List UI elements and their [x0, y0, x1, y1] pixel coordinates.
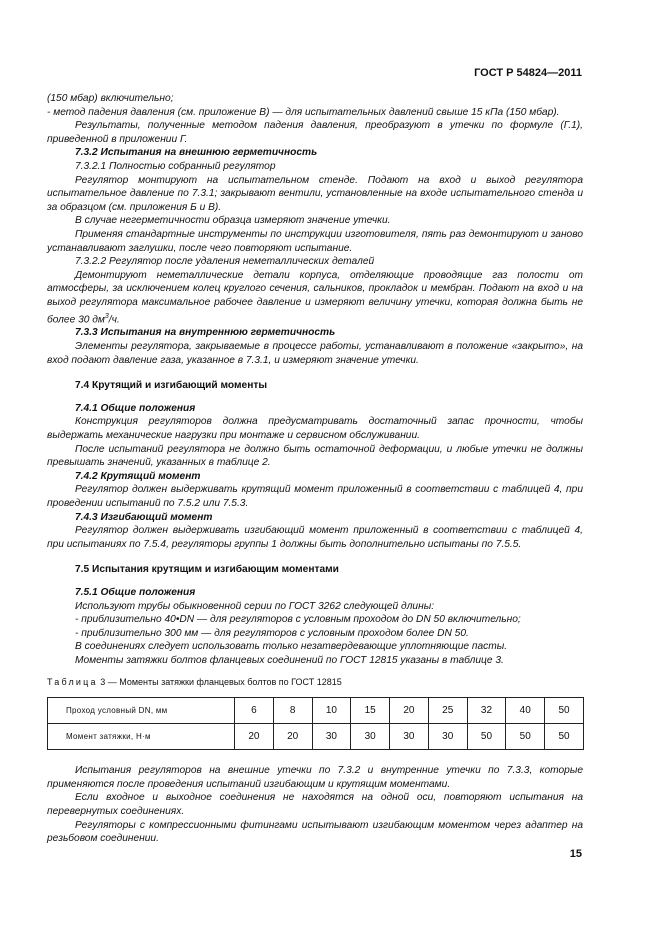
- table-cell: 30: [351, 724, 390, 750]
- paragraph: В случае негерметичности образца измеряют значение утечки.: [75, 215, 391, 227]
- paragraph: Элементы регулятора, закрываемые в процессе работы, устанавливают в положение «закрыто», на вход подают давление газа, указанное в 7.3.1, и измеряют значение утечки.: [47, 341, 583, 366]
- table-cell: 50: [545, 698, 584, 724]
- table-cell: 32: [467, 698, 506, 724]
- table-cell: 50: [467, 724, 506, 750]
- paragraph: Применяя стандартные инструменты по инструкции изготовителя, пять раз демонтируют и заново устанавливают заглушки, после чего повторяют испытание.: [47, 228, 583, 254]
- row-header: Момент затяжки, Н·м: [48, 724, 235, 750]
- subsection-heading-7-3-2-2: 7.3.2.2 Регулятор после удаления неметаллических деталей: [75, 256, 375, 268]
- table-cell: 30: [312, 724, 351, 750]
- table-caption-word: Таблица: [47, 676, 98, 687]
- table-cell: 20: [390, 698, 429, 724]
- section-heading-7-4-3: 7.4.3 Изгибающий момент: [75, 511, 213, 523]
- paragraph: (150 мбар) включительно;: [47, 93, 174, 104]
- table-row: [48, 724, 584, 750]
- section-heading-7-5: 7.5 Испытания крутящим и изгибающим моментами: [75, 564, 339, 576]
- section-heading-7-4-2: 7.4.2 Крутящий момент: [75, 470, 201, 482]
- superscript: 3: [104, 312, 109, 320]
- list-item: - метод падения давления (см. приложение В) — для испытательных давлений свыше 15 кПа (150 мбар).: [47, 106, 560, 118]
- section-heading-7-3-2: 7.3.2 Испытания на внешнюю герметичность: [75, 147, 318, 159]
- paragraph: В соединениях следует использовать только незатвердевающие уплотняющие пасты.: [75, 641, 508, 653]
- list-item: - приблизительно 40•DN — для регуляторов с условным проходом до DN 50 включительно;: [75, 614, 521, 626]
- paragraph-text: Демонтируют неметаллические детали корпуса, отделяющие проводящие газ полости от атмосферы, за исключением колец круглого сечения, сальников, прокладок и мембран. Подают на вход и на выход регулятора максимальное рабочее давление и измеряют величину утечки, которая должна быть не более 30 дм: [47, 269, 583, 325]
- paragraph: Результаты, полученные методом падения давления, преобразуют в утечки по формуле (Г.1), приведенной в приложении Г.: [47, 120, 583, 145]
- document-body: [47, 92, 583, 846]
- table-cell: 10: [312, 698, 351, 724]
- table-row: [48, 698, 584, 724]
- table-cell: 30: [390, 724, 429, 750]
- paragraph: Регуляторы с компрессионными фитингами испытывают изгибающим моментом через адаптер на резьбовом соединении.: [47, 819, 583, 845]
- table-cell: 8: [273, 698, 312, 724]
- section-heading-7-4: 7.4 Крутящий и изгибающий моменты: [75, 380, 268, 392]
- document-header: ГОСТ Р 54824—2011: [474, 67, 582, 79]
- paragraph: Регулятор должен выдерживать крутящий момент приложенный в соответствии с таблицей 4, при проведении испытаний по 7.5.2 или 7.5.3.: [47, 484, 583, 510]
- paragraph: [47, 269, 583, 327]
- section-heading-7-5-1: 7.5.1 Общие положения: [75, 586, 196, 598]
- table-cell: 40: [506, 698, 545, 724]
- paragraph: Используют трубы обыкновенной серии по ГОСТ 3262 следующей длины:: [75, 600, 435, 612]
- list-item: - приблизительно 300 мм — для регуляторов с условным проходом более DN 50.: [75, 627, 469, 639]
- table-cell: 50: [545, 724, 584, 750]
- section-heading-7-3-3: 7.3.3 Испытания на внутреннюю герметичность: [75, 327, 336, 339]
- paragraph: Конструкция регуляторов должна предусматривать достаточный запас прочности, чтобы выдержать механические нагрузки при монтаже и сервисном обслуживании.: [47, 416, 583, 442]
- paragraph: Регулятор должен выдерживать изгибающий момент приложенный в соответствии с таблицей 4, при испытаниях по 7.5.4, регуляторы группы 1 должны быть дополнительно испытаны по 7.5.5.: [47, 525, 583, 550]
- section-heading-7-4-1: 7.4.1 Общие положения: [75, 402, 196, 414]
- table-cell: 50: [506, 724, 545, 750]
- table-cell: 15: [351, 698, 390, 724]
- paragraph: Моменты затяжки болтов фланцевых соединений по ГОСТ 12815 указаны в таблице 3.: [75, 654, 504, 666]
- row-header: Проход условный DN, мм: [48, 698, 235, 724]
- table-cell: 25: [428, 698, 467, 724]
- table-cell: 6: [235, 698, 274, 724]
- paragraph: Если входное и выходное соединения не находятся на одной оси, повторяют испытания на перевернутых соединениях.: [47, 792, 583, 817]
- table-cell: 20: [273, 724, 312, 750]
- subsection-heading-7-3-2-1: 7.3.2.1 Полностью собранный регулятор: [75, 160, 276, 172]
- paragraph: Регулятор монтируют на испытательном стенде. Подают на вход и выход регулятора испытательное давление по 7.3.1; закрывают вентили, установленные на входе испытательного стенда и за образцом (см. приложения Б и В).: [47, 174, 583, 213]
- table-caption: [47, 676, 583, 690]
- paragraph-text: /ч.: [108, 313, 120, 325]
- paragraph: Испытания регуляторов на внешние утечки по 7.3.2 и внутренние утечки по 7.3.3, которые применяются после проведения испытаний изгибающим и крутящим моментами.: [47, 765, 583, 790]
- table-cell: 20: [235, 724, 274, 750]
- table-cell: 30: [428, 724, 467, 750]
- torque-table: [47, 697, 584, 750]
- table-caption-text: 3 — Моменты затяжки фланцевых болтов по ГОСТ 12815: [100, 676, 342, 687]
- paragraph: После испытаний регулятора не должно быть остаточной деформации, и любые утечки не должны превышать значений, указанных в таблице 2.: [47, 443, 583, 469]
- page-number: 15: [569, 848, 582, 860]
